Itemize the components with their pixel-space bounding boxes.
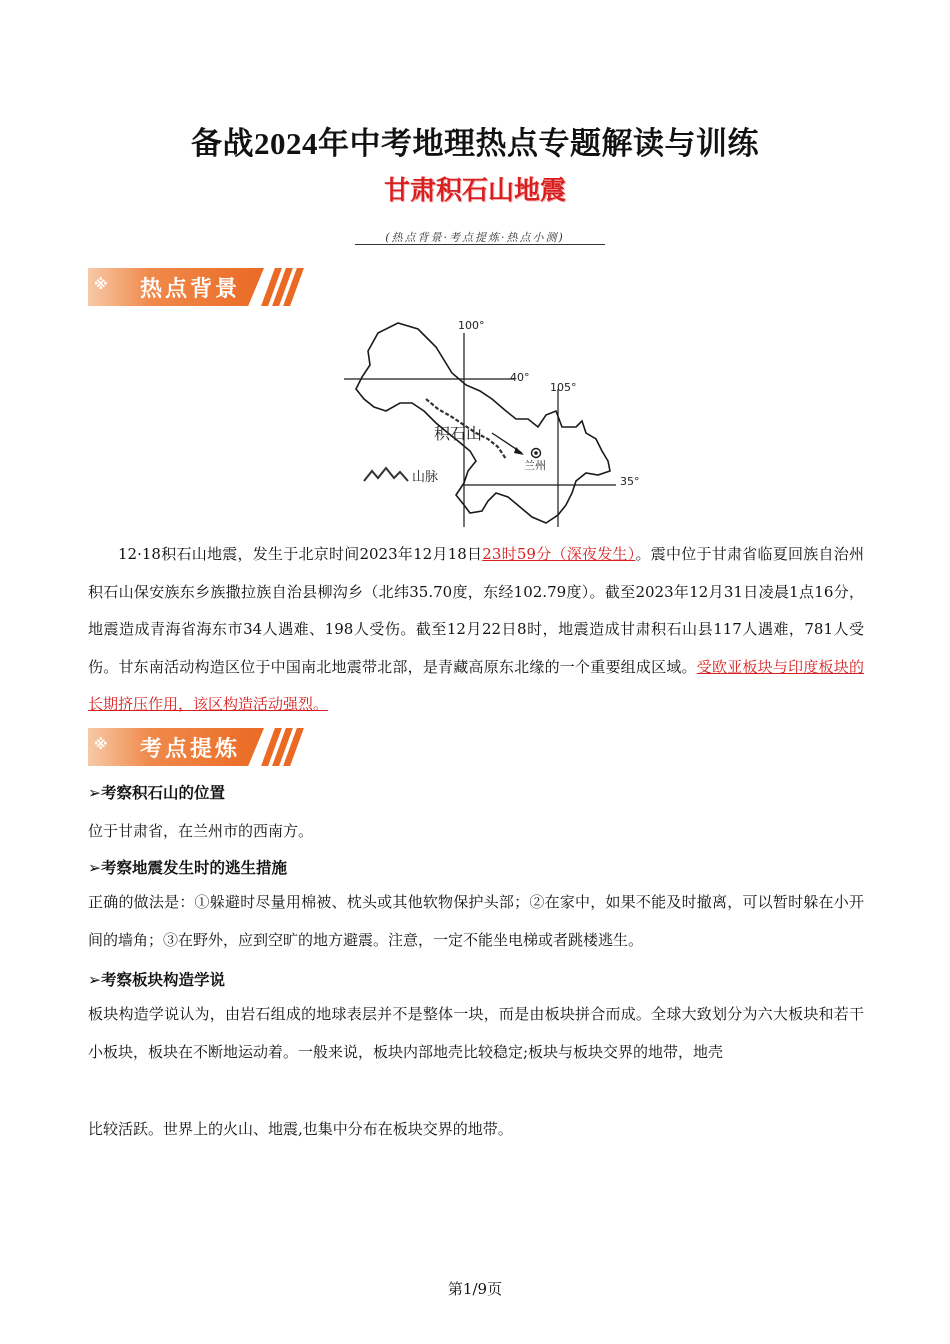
tagline: (热点背景·考点提炼·热点小测)	[385, 231, 565, 244]
section-body-plates-1: 板块构造学说认为，由岩石组成的地球表层并不是整体一块，而是由板块拼合而成。全球大致划分为六大板块和若干小板块，板块在不断地运动着。一般来说，板块内部地壳比较稳定;板块与板块交界的地带，地壳	[88, 1005, 864, 1061]
section-body-location: 位于甘肃省，在兰州市的西南方。	[88, 822, 314, 840]
background-text-1: 12·18积石山地震，发生于北京时间2023年12月18日	[118, 545, 483, 563]
label-lon-105: 105°	[550, 381, 577, 394]
page-title: 备战2024年中考地理热点专题解读与训练	[191, 126, 759, 161]
section-body-escape: 正确的做法是：①躲避时尽量用棉被、枕头或其他软物保护头部；②在家中，如果不能及时撤离，可以暂时躲在小开间的墙角；③在野外，应到空旷的地方避震。注意，一定不能坐电梯或者跳楼逃生。	[88, 893, 864, 949]
gansu-map	[340, 315, 640, 530]
banner-label: 考点提炼	[140, 737, 241, 762]
mountain-legend-icon	[364, 468, 408, 481]
section-heading-plates: ➢考察板块构造学说	[88, 971, 225, 989]
background-paragraph	[88, 536, 864, 724]
section-body-plates-2: 比较活跃。世界上的火山、地震,也集中分布在板块交界的地带。	[88, 1120, 513, 1138]
section-heading-location: ➢考察积石山的位置	[88, 784, 225, 802]
gansu-outline	[356, 323, 610, 523]
page-number: 第1/9页	[447, 1280, 503, 1298]
section-banner-points	[88, 728, 298, 766]
label-mountain-legend: 山脉	[412, 470, 439, 485]
label-lanzhou: 兰州	[524, 459, 546, 472]
background-highlight-time: 23时59分（深夜发生）	[482, 545, 636, 563]
page-subtitle: 甘肃积石山地震	[383, 176, 566, 206]
label-jishishan: 积石山	[434, 424, 483, 443]
label-lat-35: 35°	[620, 475, 640, 488]
asterisk-icon: ※	[94, 737, 108, 753]
section-banner-background	[88, 268, 298, 306]
asterisk-icon: ※	[94, 277, 108, 293]
label-lat-40: 40°	[510, 371, 530, 384]
label-lon-100: 100°	[458, 319, 485, 332]
tagline-underline	[355, 244, 605, 245]
background-text-2: 。震中位于甘肃省临夏回族自治州积石山保安族东乡族撒拉族自治县柳沟乡（北纬35.70度，东经102.79度）。截至2023年12月31日凌晨1点16分，地震造成青海省海东市34人遇难、198人受伤。截至12月22日8时，地震造成甘肃积石山县117人遇难，781人受伤。甘东南活动构造区位于中国南北地震带北部，是青藏高原东北缘的一个重要组成区域。	[88, 545, 864, 676]
section-heading-escape: ➢考察地震发生时的逃生措施	[88, 859, 287, 877]
background-highlight-plates: 受欧亚板块与印度板块的长期挤压作用，该区构造活动强烈。	[88, 657, 864, 713]
banner-label: 热点背景	[140, 277, 241, 302]
